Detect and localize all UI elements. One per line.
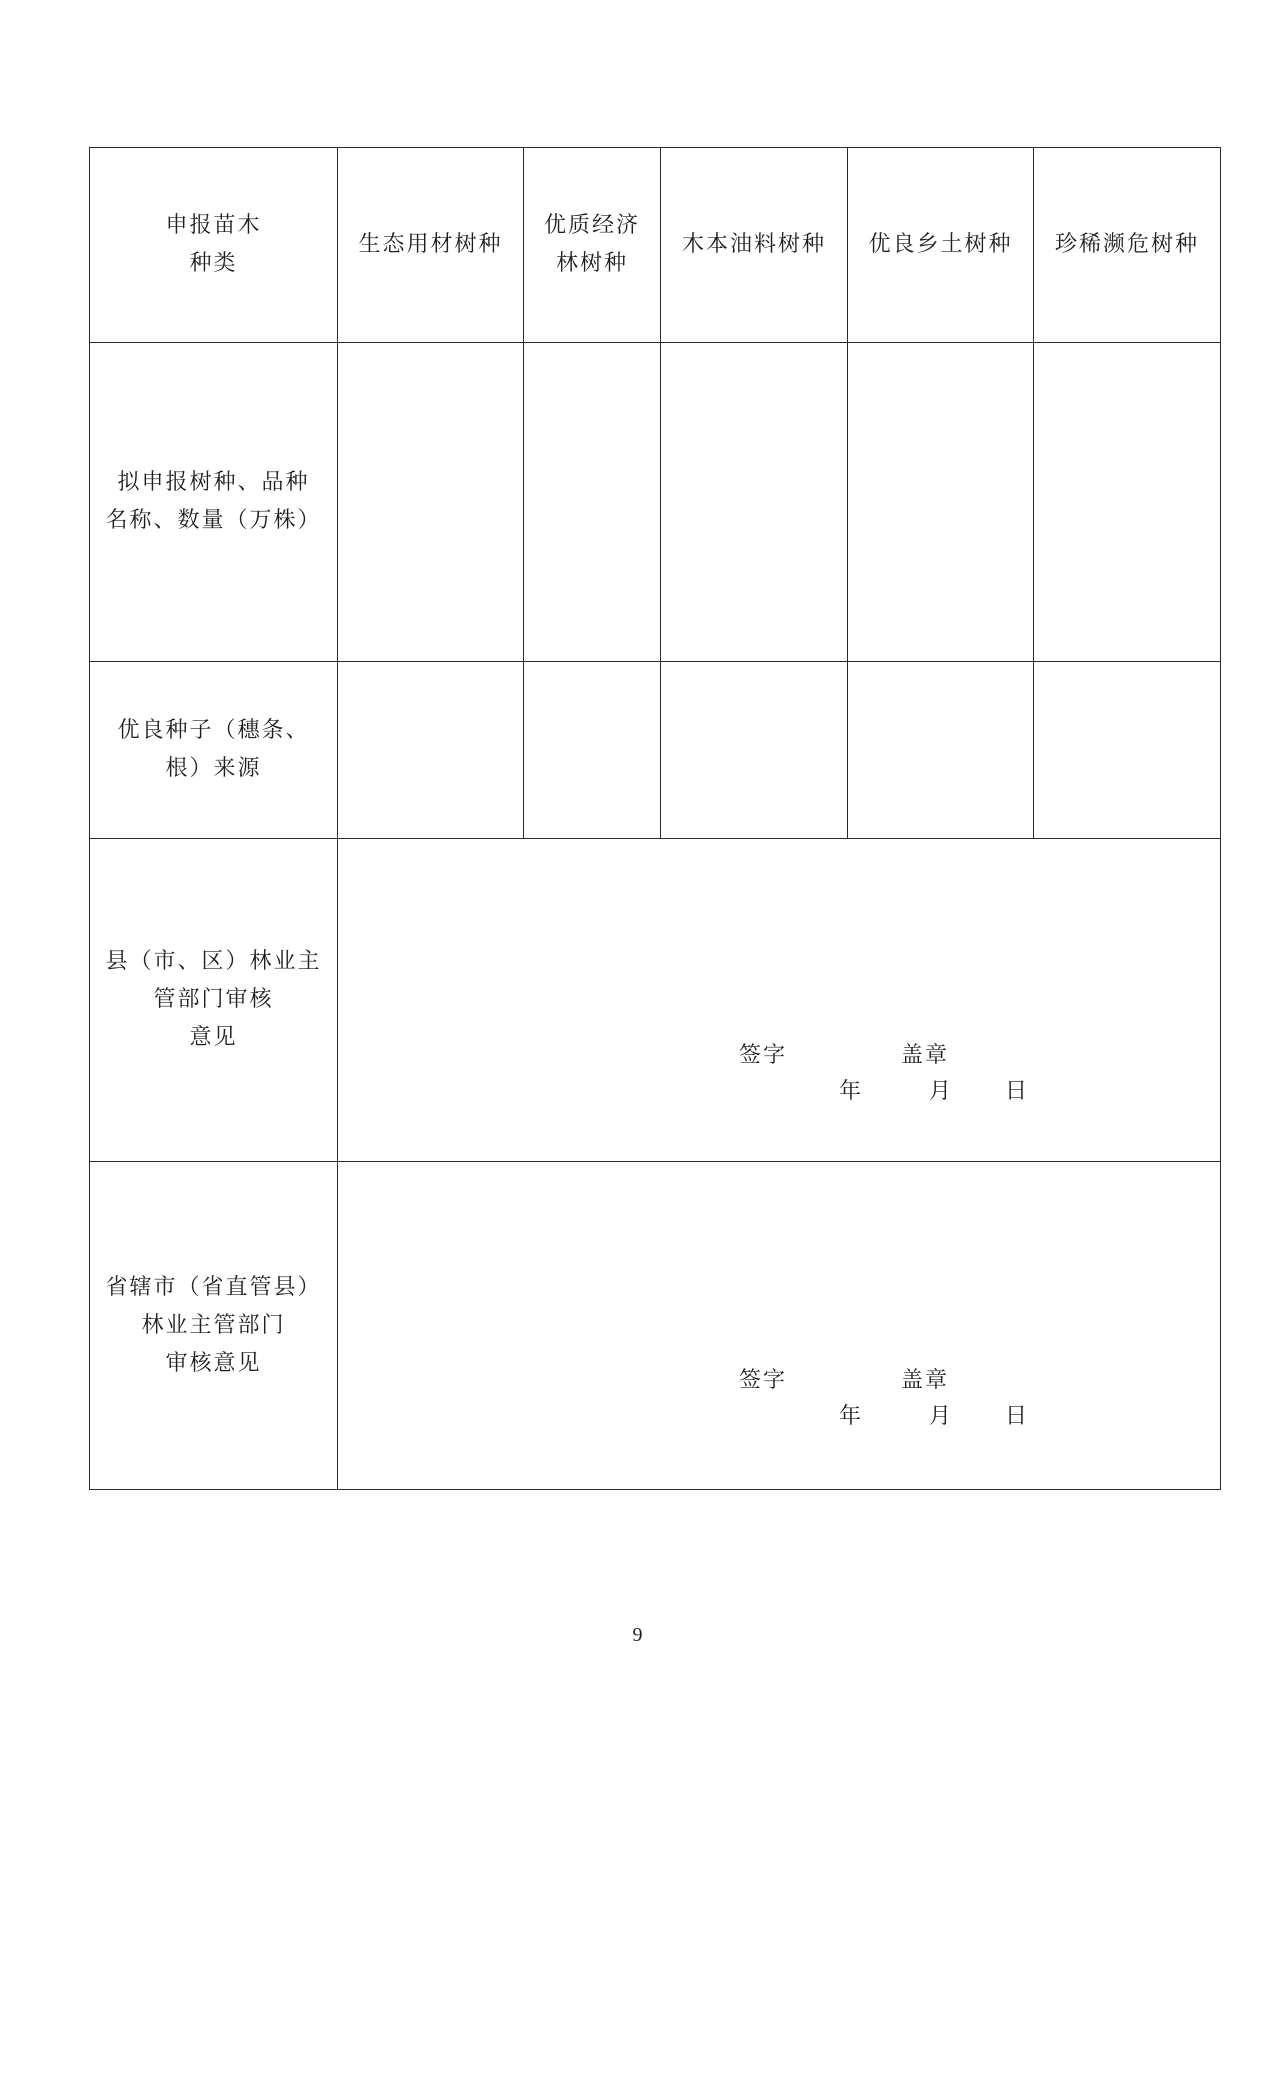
table-header-row xyxy=(90,148,1221,343)
input-cell-woody-oil[interactable] xyxy=(661,343,848,662)
county-signature-block xyxy=(344,839,1214,1161)
input-cell-woody-oil-source[interactable] xyxy=(661,662,848,839)
input-cell-native-species-source[interactable] xyxy=(848,662,1034,839)
row-label-species-names: 拟申报树种、品种 名称、数量（万株） xyxy=(105,470,322,533)
city-seal-label: 盖章 xyxy=(901,1368,950,1393)
header-column-cell xyxy=(1034,148,1221,343)
county-sign-label: 签字 xyxy=(739,1043,788,1068)
table-row-county-review xyxy=(90,839,1221,1162)
header-label: 申报苗木 种类 xyxy=(165,213,262,276)
city-year-label: 年 xyxy=(839,1404,864,1429)
city-sign-label: 签字 xyxy=(739,1368,788,1393)
header-column-rare-endangered: 珍稀濒危树种 xyxy=(1054,232,1199,257)
header-column-cell xyxy=(338,148,524,343)
city-review-opinion-cell[interactable] xyxy=(338,1162,1221,1490)
table-row-city-review xyxy=(90,1162,1221,1490)
input-cell-economic-forest-source[interactable] xyxy=(524,662,661,839)
header-column-ecological-timber: 生态用材树种 xyxy=(358,232,503,257)
row-label-county-review: 县（市、区）林业主 管部门审核 意见 xyxy=(105,949,322,1050)
header-column-cell xyxy=(848,148,1034,343)
input-cell-rare-endangered[interactable] xyxy=(1034,343,1221,662)
row-label-cell xyxy=(90,662,338,839)
row-label-cell xyxy=(90,839,338,1162)
county-month-label: 月 xyxy=(929,1079,954,1104)
county-seal-label: 盖章 xyxy=(901,1043,950,1068)
row-label-seed-source: 优良种子（穗条、 根）来源 xyxy=(117,718,310,781)
table-row-seed-source xyxy=(90,662,1221,839)
row-label-city-review: 省辖市（省直管县） 林业主管部门 审核意见 xyxy=(105,1274,322,1376)
county-year-label: 年 xyxy=(839,1079,864,1104)
header-column-cell xyxy=(661,148,848,343)
row-label-cell xyxy=(90,1162,338,1490)
city-month-label: 月 xyxy=(929,1404,954,1429)
input-cell-native-species[interactable] xyxy=(848,343,1034,662)
input-cell-ecological-timber[interactable] xyxy=(338,343,524,662)
header-column-native-species: 优良乡土树种 xyxy=(868,232,1013,257)
input-cell-rare-endangered-source[interactable] xyxy=(1034,662,1221,839)
header-column-economic-forest: 优质经济 林树种 xyxy=(543,213,640,276)
table-row-species-names xyxy=(90,343,1221,662)
input-cell-economic-forest[interactable] xyxy=(524,343,661,662)
row-label-cell xyxy=(90,343,338,662)
header-label-cell xyxy=(90,148,338,343)
county-day-label: 日 xyxy=(1005,1079,1030,1104)
city-day-label: 日 xyxy=(1005,1404,1030,1429)
city-signature-block xyxy=(344,1162,1214,1489)
seedling-application-table xyxy=(89,147,1221,1490)
county-review-opinion-cell[interactable] xyxy=(338,839,1221,1162)
page-number: 9 xyxy=(632,1624,643,1646)
header-column-woody-oil: 木本油料树种 xyxy=(681,232,826,257)
input-cell-ecological-timber-source[interactable] xyxy=(338,662,524,839)
header-column-cell xyxy=(524,148,661,343)
